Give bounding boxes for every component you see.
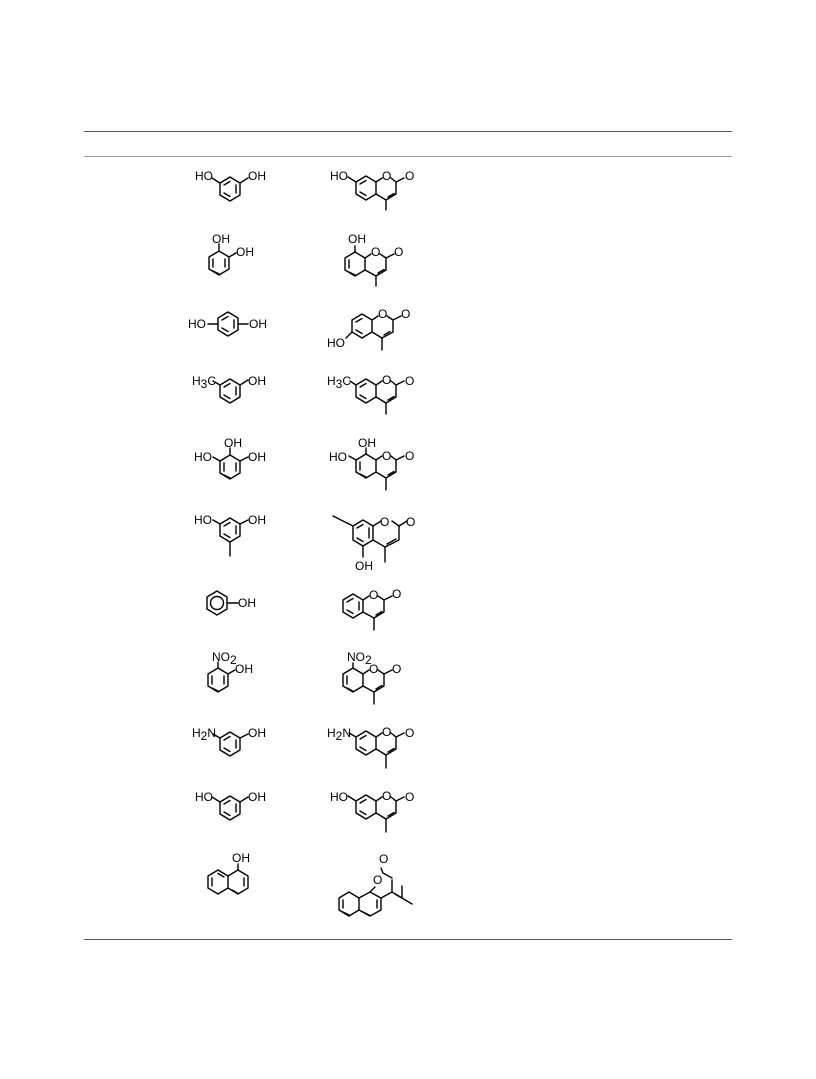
product-label-ho: HO <box>330 790 348 804</box>
table-row <box>195 169 414 210</box>
reactant-label-oh-top: OH <box>224 436 242 450</box>
product-label-oh: OH <box>355 559 373 573</box>
reactant-label-h3c: H3C <box>192 374 217 391</box>
table-row <box>208 650 401 704</box>
reactant-structure <box>195 169 266 201</box>
product-label-carbonyl-o: O <box>392 587 402 601</box>
product-structure <box>343 587 401 630</box>
product-label-carbonyl-o: O <box>392 662 402 676</box>
reactant-label-oh: OH <box>248 790 266 804</box>
product-structure <box>339 852 412 916</box>
reactant-label-oh-top: OH <box>212 232 230 246</box>
reactant-structure <box>192 726 266 756</box>
reactant-structure <box>208 650 253 692</box>
product-label-ring-o: O <box>382 725 392 739</box>
product-label-ring-o: O <box>369 662 379 676</box>
reactant-label-oh: OH <box>248 374 266 388</box>
product-label-ring-o: O <box>369 588 379 602</box>
reactant-label-no2: NO2 <box>212 650 237 667</box>
product-label-oh: OH <box>358 436 376 450</box>
product-structure <box>327 725 414 768</box>
reactant-structure <box>209 232 254 275</box>
table-row <box>188 307 410 350</box>
reactant-structure <box>195 790 266 820</box>
product-label-ring-o: O <box>382 449 392 463</box>
product-structure <box>343 650 401 704</box>
product-label-h2n: H2N <box>327 726 352 743</box>
product-structure <box>345 232 403 286</box>
reactant-label-ho: HO <box>195 790 213 804</box>
reactant-label-oh-side: OH <box>236 245 254 259</box>
reactant-structure <box>208 851 250 894</box>
product-structure <box>330 789 414 832</box>
product-label-ho: HO <box>330 169 348 183</box>
product-label-ho: HO <box>329 450 347 464</box>
product-label-ring-o: O <box>373 873 383 887</box>
product-label-carbonyl-o: O <box>405 449 415 463</box>
product-label-ring-o: O <box>380 515 390 529</box>
product-label-carbonyl-o: O <box>394 245 404 259</box>
product-label-ring-o: O <box>382 169 392 183</box>
table-row <box>194 513 415 573</box>
product-label-no2: NO2 <box>347 650 372 667</box>
reactant-label-ho: HO <box>188 317 206 331</box>
table-row <box>195 789 414 832</box>
product-label-carbonyl-o: O <box>405 374 415 388</box>
reactant-label-h2n: H2N <box>192 726 217 743</box>
product-label-carbonyl-o: O <box>405 726 415 740</box>
product-label-h3c: H3C <box>327 374 352 391</box>
product-label-ring-o: O <box>371 245 381 259</box>
product-label-ring-o: O <box>378 307 388 321</box>
reactant-label-oh: OH <box>248 450 266 464</box>
reactant-label-oh: OH <box>249 317 267 331</box>
product-label-carbonyl-o: O <box>406 515 416 529</box>
product-label-carbonyl-o: O <box>405 169 415 183</box>
product-label-carbonyl-o: O <box>405 790 415 804</box>
table-row <box>207 587 401 630</box>
table-row <box>192 373 414 414</box>
product-structure <box>327 373 414 414</box>
reactant-label-ho: HO <box>194 513 212 527</box>
product-label-oh: OH <box>348 232 366 246</box>
product-structure <box>327 307 410 350</box>
reactant-label-oh: OH <box>248 169 266 183</box>
product-structure <box>329 436 414 490</box>
product-structure <box>330 169 414 210</box>
table-row <box>208 851 412 916</box>
product-structure <box>333 515 415 573</box>
product-label-ring-o: O <box>382 373 392 387</box>
reactant-label-oh: OH <box>248 513 266 527</box>
product-label-carbonyl-o: O <box>401 307 411 321</box>
reactant-label-oh: OH <box>235 662 253 676</box>
reactant-label-oh: OH <box>248 726 266 740</box>
product-label-ho: HO <box>327 336 345 350</box>
reactant-structure <box>188 312 267 336</box>
reactant-label-ho: HO <box>194 450 212 464</box>
table-row <box>194 436 414 490</box>
reactant-structure <box>194 436 266 479</box>
product-label-ring-o: O <box>382 789 392 803</box>
reactant-label-oh: OH <box>232 851 250 865</box>
table-row <box>192 725 414 768</box>
reactant-label-ho: HO <box>195 169 213 183</box>
reactant-label-oh: OH <box>238 596 256 610</box>
reactant-structure <box>207 591 256 615</box>
product-label-carbonyl-o: O <box>379 852 389 866</box>
reactant-structure <box>192 374 266 403</box>
reactant-structure <box>194 513 266 556</box>
table-row <box>209 232 403 286</box>
